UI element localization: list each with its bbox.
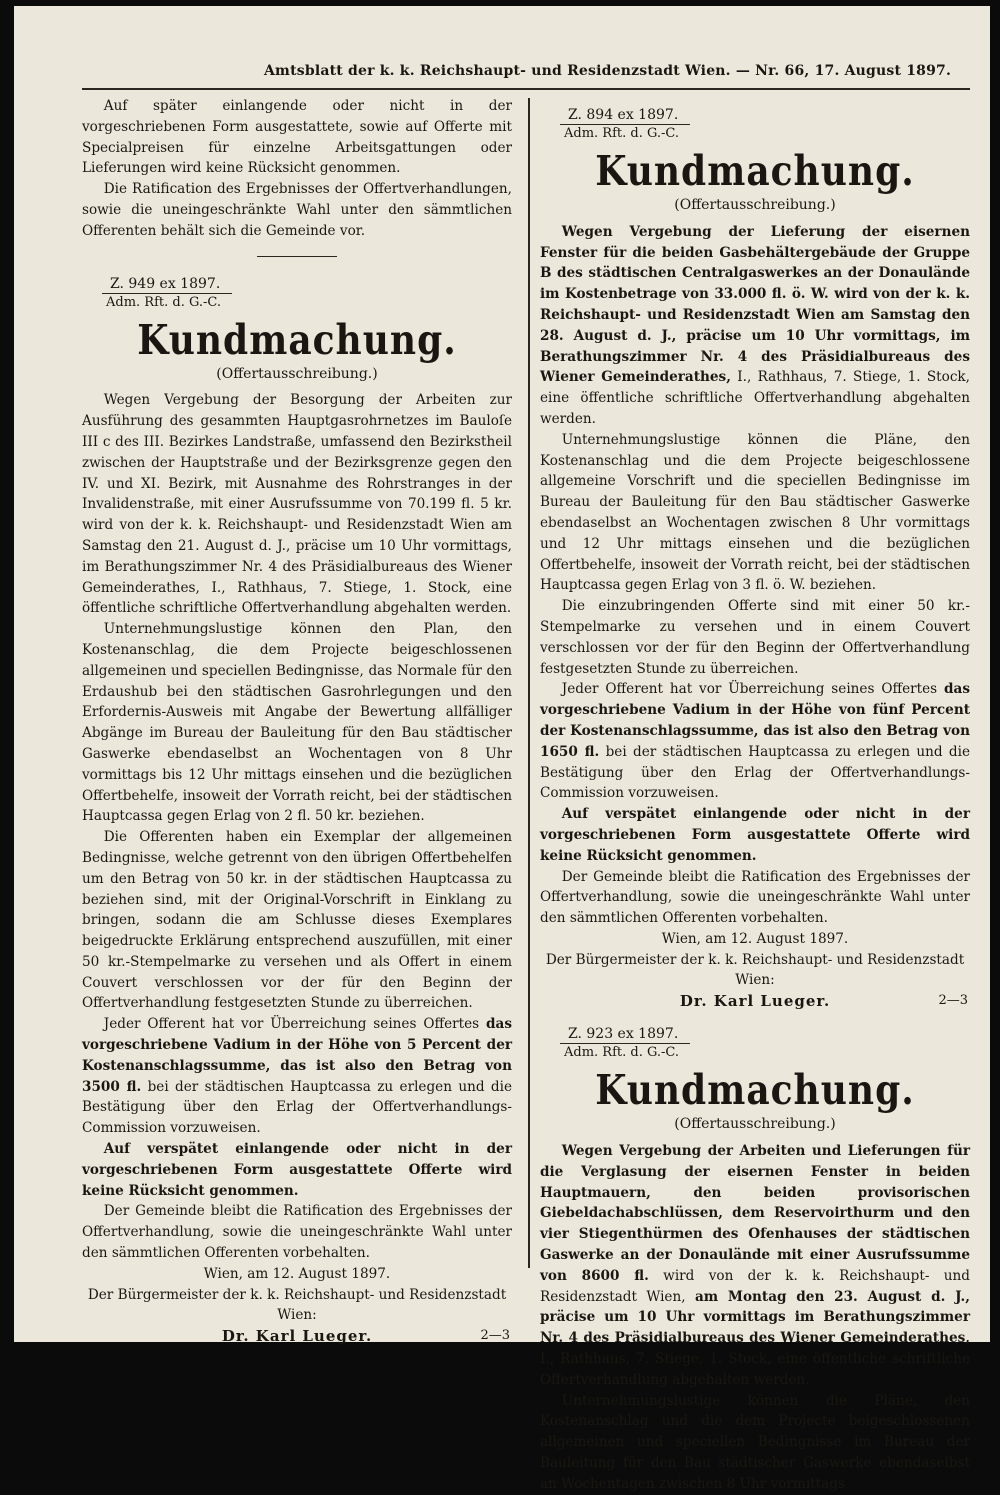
newspaper-page — [14, 6, 990, 1492]
notice-lead-rest: I., Rathhaus, 7. Stiege, 1. Stock, eine öffentliche schriftliche Offertverhandlung abgehalten werden. — [540, 369, 970, 427]
notice-paragraph-1 — [540, 222, 970, 430]
vadium-intro: Jeder Offerent hat vor Überreichung seines Offertes — [561, 681, 945, 698]
reference-block — [82, 275, 512, 312]
notice-paragraph-1: Wegen Vergebung der Besorgung der Arbeiten zur Ausführung des gesammten Hauptgasrohrnetzes im Bauloſe III c des III. Bezirkes Landstraße, umfassend den Bezirkstheil zwischen der Hauptstraße und der Bezirksgrenze gegen den IV. und XI. Bezirk, mit Ausnahme des Rohrstranges in der Invalidenstraße, mit einer Ausrufssumme von 70.199 fl. 5 kr. wird von der k. k. Reichshaupt- und Residenzstadt Wien am Samstag den 21. August d. J., präcise um 10 Uhr vormittags, im Berathungszimmer Nr. 4 des Präsidialbureaus des Wiener Gemeinderathes, I., Rathhaus, 7. Stiege, 1. Stock, eine öffentliche schriftliche Offertverhandlung abgehalten werden. — [82, 392, 512, 617]
reference-number: Z. 894 ex 1897. — [568, 107, 679, 123]
notice-paragraph-3: Die Offerenten haben ein Exemplar der allgemeinen Bedingnisse, welche getrennt von den übrigen Offertbehelfen um den Betrag von 50 kr. in der städtischen Hauptcassa zu beziehen sind, mit der Original-Vorschrift in Einklang zu bringen, sodann die am Schlusse dieses Exemplares beigedruckte Erklärung entsprechend auszufüllen, mit einer 50 kr.-Stempelmarke zu versehen und als Offert in einem Couvert verschlossen vor der für den Beginn der Offertverhandlung festgesetzten Stunde zu überreichen. — [82, 829, 512, 1012]
reference-block — [540, 106, 970, 143]
vadium-amount: das vorgeschriebene Vadium in der Höhe von 5 Percent der Kostenanschlagssumme, das ist also den Betrag von 3500 fl. — [82, 1016, 512, 1095]
intro-paragraph-1: Auf später einlangende oder nicht in der vorgeschriebenen Form ausgestattete, sowie auf Offerte mit Specialpreisen für einzelne Arbeitsgattungen oder Lieferungen wird keine Rücksicht genommen. — [82, 98, 512, 177]
notice-title: Kundmachung. — [137, 315, 457, 364]
notice-date: Wien, am 12. August 1897. — [661, 930, 849, 947]
header-rule — [82, 88, 970, 90]
notice2-date: am Montag den 23. August d. J., präcise um 10 Uhr vormittags im Berathungszimmer Nr. 4 des Präsidialbureaus des Wiener Gemeinderathes, — [540, 1288, 970, 1347]
notice-paragraph-3: Die einzubringenden Offerte sind mit einer 50 kr.-Stempelmarke zu versehen und in einem Couvert verschlossen vor der für den Beginn der Offertverhandlung festgesetzten Stunde zu überreichen. — [540, 598, 970, 677]
notice-paragraph-4 — [540, 679, 970, 804]
notice-paragraph-6: Der Gemeinde bleibt die Ratification des Ergebnisses der Offertverhandlung, sowie die uneingeschränkte Wahl unter den sämmtlichen Offerenten vorbehalten. — [540, 868, 970, 927]
signature-line — [540, 991, 970, 1015]
intro-paragraph-2: Die Ratification des Ergebnisses der Offertverhandlungen, sowie die uneingeschränkte Wahl unter den sämmtlichen Offerenten behält sich die Gemeinde vor. — [82, 181, 512, 239]
vadium-intro: Jeder Offerent hat vor Überreichung seines Offertes — [103, 1016, 487, 1033]
vadium-rest: bei der städtischen Hauptcassa zu erlegen und die Bestätigung über den Erlag der Offertverhandlungs-Commission vorzuweisen. — [540, 743, 971, 802]
notice-title-2: Kundmachung. — [595, 1066, 915, 1115]
reference-department: Adm. Rft. d. G.-C. — [106, 294, 222, 310]
reference-department: Adm. Rft. d. G.-C. — [564, 126, 680, 141]
signature: Dr. Karl Lueger. — [679, 992, 831, 1011]
notice-paragraph-2: Unternehmungslustige können die Pläne, den Kostenanschlag und die dem Projecte beigeschlossene allgemeine Vorschrift und die speciellen Bedingnisse im Bureau der Bauleitung für den Bau städtischer Gaswerke ebendaselbst an Wochentagen zwischen 8 Uhr vormittags und 12 Uhr mittags einsehen und die bezüglichen Offertbehelfe, insoweit der Vorrath reicht, bei der städtischen Hauptcassa gegen Erlag von 3 fl. ö. W. beziehen. — [540, 431, 970, 594]
insertion-number: 2—3 — [480, 1328, 510, 1344]
left-column — [82, 96, 512, 1350]
notice2-paragraph-2: Unternehmungslustige können die Pläne, den Kostenanschlag und die dem Projecte beigeschlossenen allgemeinen und speciellen Bedingnisse im Bureau der Bauleitung für den Bau städtischer Gaswerke ebendaselbst an Wochentagen zwischen 8 Uhr vormittags — [540, 1392, 970, 1492]
notice-title: Kundmachung. — [595, 146, 915, 196]
reference-number: Z. 949 ex 1897. — [110, 275, 221, 292]
notice-paragraph-5: Auf verspätet einlangende oder nicht in der vorgeschriebenen Form ausgestattete Offerte wird keine Rücksicht genommen. — [540, 806, 970, 864]
vadium-amount: das vorgeschriebene Vadium in der Höhe von fünf Percent der Kostenanschlagssumme, das ist also den Betrag von 1650 fl. — [540, 681, 970, 760]
signature: Dr. Karl Lueger. — [221, 1327, 373, 1346]
vadium-rest: bei der städtischen Hauptcassa zu erlegen und die Bestätigung über den Erlag der Offertverhandlungs-Commission vorzuweisen. — [82, 1078, 513, 1137]
notice2-lead-mid: wird von der k. k. Reichshaupt- und Residenzstadt Wien, — [540, 1267, 971, 1305]
notice2-lead: Wegen Vergebung der Arbeiten und Lieferungen für die Verglasung der eisernen Fenster in beiden Hauptmauern, den beiden provisorischen Giebeldachabschlüssen, dem Reservoirthurm und den vier Stiegenthürmen des Ofenhauses der städtischen Gaswerke an der Donaulände mit einer Ausrufssumme von 8600 fl. — [540, 1143, 970, 1284]
reference-number: Z. 923 ex 1897. — [568, 1026, 679, 1043]
insertion-number: 2—3 — [938, 993, 968, 1009]
notice2-paragraph-1 — [540, 1141, 970, 1391]
notice-date: Wien, am 12. August 1897. — [203, 1265, 391, 1282]
page-header: Amtsblatt der k. k. Reichshaupt- und Residenzstadt Wien. — Nr. 66, 17. August 1897. — [264, 63, 952, 79]
notice-paragraph-6: Der Gemeinde bleibt die Ratification des Ergebnisses der Offertverhandlung, sowie die uneingeschränkte Wahl unter den sämmtlichen Offerenten vorbehalten. — [82, 1203, 512, 1262]
column-divider — [528, 98, 530, 1268]
notice-subtitle: (Offertausschreibung.) — [674, 197, 836, 213]
mayor-line: Der Bürgermeister der k. k. Reichshaupt- und Residenzstadt Wien: — [545, 951, 965, 989]
mayor-line: Der Bürgermeister der k. k. Reichshaupt- und Residenzstadt Wien: — [87, 1286, 507, 1324]
reference-department: Adm. Rft. d. G.-C. — [564, 1045, 680, 1061]
signature-line — [82, 1326, 512, 1350]
notice-subtitle-2: (Offertausschreibung.) — [674, 1116, 836, 1133]
right-column — [540, 106, 970, 1495]
notice-paragraph-4 — [82, 1014, 512, 1139]
notice-paragraph-2: Unternehmungslustige können den Plan, den Kostenanschlag, die dem Projecte beigeschlossenen allgemeinen und speciellen Bedingnisse, das Normale für den Erdaushub bei den städtischen Gasrohrlegungen und den Erfordernis-Ausweis mit Angabe der Bewertung allfälliger Abgänge im Bureau der Bauleitung für den Bau städtischer Gaswerke ebendaselbst an Wochentagen von 8 Uhr vormittags bis 12 Uhr mittags einsehen und die bezüglichen Offertbehelfe, insoweit der Vorrath reicht, bei der städtischen Hauptcassa gegen Erlag von 2 fl. 50 kr. beziehen. — [82, 621, 512, 825]
notice2-lead-rest: I., Rathhaus, 7. Stiege, 1. Stock, eine öffentliche schriftliche Offertverhandlung abgehalten werden. — [540, 1351, 970, 1388]
notice-subtitle: (Offertausschreibung.) — [216, 365, 378, 382]
reference-block-2 — [540, 1025, 970, 1062]
section-rule — [257, 256, 337, 257]
notice-lead: Wegen Vergebung der Lieferung der eisernen Fenster für die beiden Gasbehältergebäude der Gruppe B des städtischen Centralgaswerkes an der Donaulände im Kostenbetrage von 33.000 fl. ö. W. wird von der k. k. Reichshaupt- und Residenzstadt Wien am Samstag den 28. August d. J., präcise um 10 Uhr vormittags, im Berathungszimmer Nr. 4 des Präsidialbureaus des Wiener Gemeinderathes, — [540, 223, 970, 386]
notice-paragraph-5: Auf verspätet einlangende oder nicht in der vorgeschriebenen Form ausgestattete Offerte wird keine Rücksicht genommen. — [82, 1141, 512, 1199]
